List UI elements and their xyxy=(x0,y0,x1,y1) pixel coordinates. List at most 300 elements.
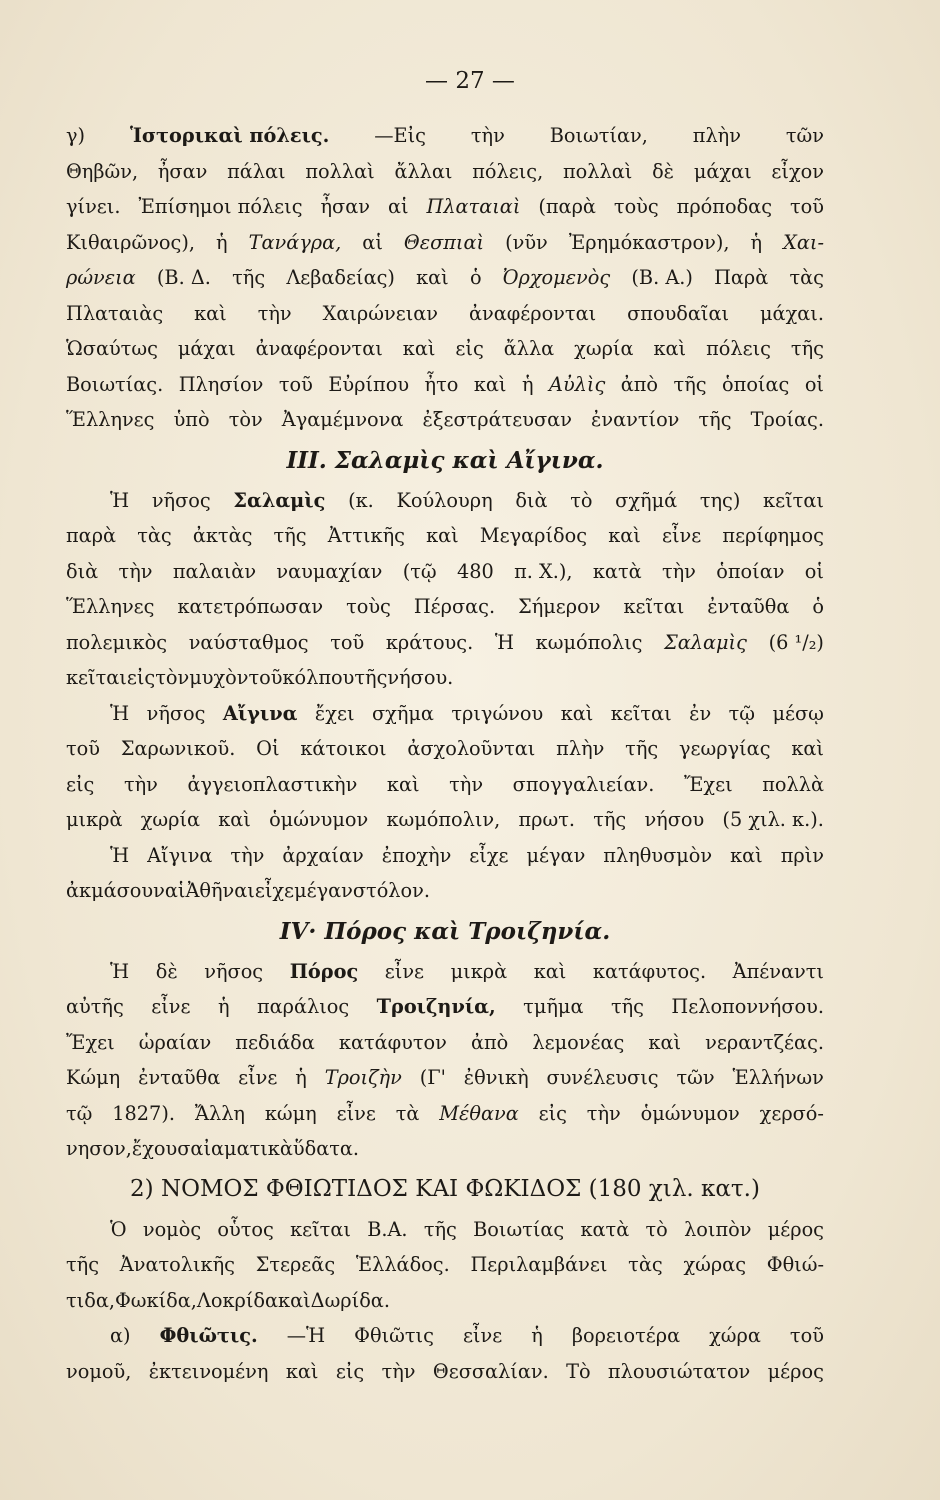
word: Πλαταιὰς xyxy=(66,301,164,325)
word: ἀναφέρονται xyxy=(468,301,597,325)
text-line xyxy=(66,483,824,519)
word: Ἐπίσημοι πόλεις xyxy=(138,195,303,218)
word: τὴν xyxy=(123,772,158,796)
word: ἐξεστράτευσαν xyxy=(422,408,572,431)
word: ἐναντίον xyxy=(591,408,680,431)
text-line xyxy=(66,802,824,838)
word: Κιθαιρῶνος), xyxy=(66,230,195,254)
word: τὸν xyxy=(155,666,190,689)
word: (νῦν xyxy=(505,230,548,254)
word: τὸ xyxy=(570,488,593,512)
word: τῆς xyxy=(66,1253,100,1276)
word: ὁ xyxy=(812,595,824,618)
word: βορειοτέρα xyxy=(571,1324,681,1347)
word: πλουσιώτατον xyxy=(607,1359,751,1383)
word: εἶχε xyxy=(469,843,509,867)
word: κώμη xyxy=(264,1101,317,1125)
word: Ἀνατολικῆς xyxy=(119,1253,235,1276)
word: αἱ xyxy=(164,879,186,902)
word: Ἔχει xyxy=(683,772,733,796)
word: ἐνταῦθα xyxy=(707,595,790,618)
text-line xyxy=(66,954,824,990)
word: τὴν xyxy=(449,772,484,796)
word: Κώμη xyxy=(66,1066,121,1089)
word: τὴν xyxy=(381,1359,416,1383)
word: (Β. Δ. xyxy=(156,266,211,289)
word: πολλαὶ xyxy=(305,159,375,183)
text-line xyxy=(66,1354,824,1390)
word: καὶ xyxy=(730,843,763,867)
word: καὶ xyxy=(278,1288,311,1312)
word: μέγαν xyxy=(294,879,353,902)
word: νῆσος xyxy=(204,959,264,983)
word: —Ἡ xyxy=(286,1324,326,1347)
word: παρὰ xyxy=(66,524,117,547)
word: ὡραίαν xyxy=(138,1030,212,1054)
word: δὲ xyxy=(652,159,675,183)
word: (6 ¹/₂) xyxy=(768,630,824,654)
word: ὁποίας xyxy=(722,372,790,396)
word: Ἡ xyxy=(110,488,130,512)
word: καὶ xyxy=(608,524,641,547)
word: τὸ xyxy=(645,1217,668,1241)
word: σπουδαῖαι xyxy=(627,301,730,325)
word: κεῖται xyxy=(610,701,672,725)
word: ναύσταθμος xyxy=(188,630,309,654)
word: Μεγαρίδος xyxy=(479,524,588,547)
word: Σήμερον xyxy=(518,595,601,618)
italic-placename: ρώνεια xyxy=(66,266,136,289)
word: εἶνε xyxy=(336,1101,376,1125)
word: μέγαν xyxy=(526,843,586,867)
word: νεραντζέας. xyxy=(705,1030,824,1054)
word: Λεβαδείας) xyxy=(286,266,395,289)
word: Ἀπέναντι xyxy=(732,959,824,983)
word: τὰς xyxy=(137,524,172,547)
word: Λοκρίδα xyxy=(196,1288,279,1312)
word: τῆς xyxy=(790,337,824,360)
word: αἱ xyxy=(362,230,383,254)
word: παλαιὰν xyxy=(172,559,257,583)
word: πόλεις xyxy=(706,337,771,360)
word: κεῖται xyxy=(290,1217,351,1241)
word: Ἡ xyxy=(494,630,515,654)
word: εἰς xyxy=(455,337,484,360)
text-line xyxy=(66,1060,824,1096)
word: ὑπὸ xyxy=(173,408,210,431)
word: καὶ xyxy=(648,1030,682,1054)
word: ἀκμάσουν xyxy=(66,879,165,902)
bold-term: Τροιζηνία, xyxy=(376,995,496,1018)
text-line xyxy=(66,660,824,696)
word: περίφημος xyxy=(722,524,824,547)
word: κεῖται xyxy=(763,488,824,512)
text-line xyxy=(66,554,824,590)
text-line xyxy=(66,1096,824,1132)
word: της) xyxy=(699,488,741,512)
word: Ἀττικῆς xyxy=(327,524,405,547)
word: τῶν xyxy=(676,1066,715,1089)
word: καὶ xyxy=(194,301,227,325)
text-line xyxy=(66,1247,824,1283)
word: Τροίας. xyxy=(750,408,824,431)
word: τῆς xyxy=(593,808,627,831)
word: κωμόπολις xyxy=(535,630,643,654)
word: εἶνε xyxy=(661,524,702,547)
word: ἐν xyxy=(689,701,712,725)
word: καὶ xyxy=(791,737,824,760)
word: ὁμώνυμον xyxy=(640,1101,740,1125)
word: Αἴγινα xyxy=(147,843,213,867)
word: πλὴν xyxy=(556,737,605,760)
word: τῷ xyxy=(66,1101,93,1125)
word: σχῆμά xyxy=(615,488,678,512)
word: κράτους. xyxy=(385,630,474,654)
text-line xyxy=(66,518,824,554)
word: τῆς xyxy=(354,666,388,689)
word: καὶ xyxy=(402,337,436,360)
word: Ἑλλήνων xyxy=(732,1066,824,1089)
word: Οἱ xyxy=(256,737,280,760)
word: ἰαματικὰ xyxy=(203,1137,293,1160)
word: τὴν xyxy=(470,124,505,147)
italic-placename: Πλαταιαὶ xyxy=(426,195,521,218)
text-line xyxy=(66,767,824,803)
word: κωμόπολιν, xyxy=(386,808,501,831)
word: καὶ xyxy=(285,1359,319,1383)
text-line xyxy=(66,260,824,296)
word: μάχαι xyxy=(693,159,752,183)
word: Θηβῶν, xyxy=(66,159,139,183)
word: Βοιωτίας. xyxy=(66,372,164,396)
italic-placename: Ὀρχομενὸς xyxy=(502,266,611,289)
word: Ἡ xyxy=(110,701,130,725)
word: τοῦ xyxy=(248,666,283,689)
word: ἄλλα xyxy=(503,337,555,360)
word: Βοιωτίας xyxy=(473,1217,565,1241)
word: μάχαι xyxy=(177,337,236,360)
word: τοῦ xyxy=(330,630,365,654)
word: τῶν xyxy=(785,124,824,147)
word: Τὸ xyxy=(566,1359,591,1383)
word: εἰς xyxy=(126,666,156,689)
word: οἱ xyxy=(804,372,824,396)
word: Δωρίδα. xyxy=(310,1288,390,1312)
word: ἐκτεινομένη xyxy=(148,1359,269,1383)
word: εἶνε xyxy=(462,1324,503,1347)
text-line xyxy=(66,1131,824,1167)
word: ἀπὸ xyxy=(620,372,659,396)
text-line xyxy=(66,1025,824,1061)
word: Κούλουρη xyxy=(396,488,493,512)
word: γίνει. xyxy=(66,195,121,218)
word: χερσό- xyxy=(759,1101,824,1125)
word: κατάφυτον xyxy=(338,1030,447,1054)
word: ἐθνικὴ xyxy=(463,1066,529,1089)
section-heading: III. Σαλαμὶς καὶ Αἴγινα. xyxy=(286,446,604,474)
text-line xyxy=(66,838,824,874)
word: καὶ xyxy=(426,524,459,547)
word: τοῦ xyxy=(789,1324,824,1347)
word: νῆσος xyxy=(146,701,206,725)
word: Ἕλληνες xyxy=(66,595,155,618)
text-line xyxy=(66,154,824,190)
word: πλὴν xyxy=(692,124,741,147)
word: ἡ xyxy=(531,1324,543,1347)
page-number: — 27 — xyxy=(425,68,515,94)
italic-placename: Μέθανα xyxy=(439,1101,519,1125)
word: τὸν xyxy=(228,408,263,431)
word: κατάφυτος. xyxy=(592,959,707,983)
word: χωρία xyxy=(574,337,634,360)
word: πρόποδας xyxy=(676,195,772,218)
word: καὶ xyxy=(560,701,594,725)
word: ἀσχολοῦνται xyxy=(407,737,536,760)
word: Β.Α. xyxy=(367,1217,408,1241)
word: παράλιος xyxy=(256,995,350,1018)
word: Ἄλλη xyxy=(194,1101,245,1125)
word: στόλον. xyxy=(352,879,430,902)
word: χωρία xyxy=(140,808,201,831)
word: τῷ xyxy=(728,701,756,725)
word: διὰ xyxy=(66,559,99,583)
word: πολεμικὸς xyxy=(66,630,168,654)
word: ἡ xyxy=(521,372,534,396)
word: πρωτ. xyxy=(518,808,576,831)
word: εἶνε xyxy=(151,995,191,1018)
word: —Εἰς xyxy=(374,124,426,147)
word: τοὺς xyxy=(613,195,659,218)
word: ἡ xyxy=(295,1066,307,1089)
bold-term: Φθιῶτις. xyxy=(159,1324,258,1347)
word: Ἀγαμέμνονα xyxy=(281,408,404,431)
word: τριγώνου xyxy=(451,701,544,725)
word: καὶ xyxy=(653,337,687,360)
word: γεωργίας xyxy=(679,737,771,760)
word: (5 χιλ. κ.). xyxy=(722,808,824,831)
word: ὁμώνυμον xyxy=(269,808,369,831)
word: τὴν xyxy=(230,843,265,867)
word: Ἡ xyxy=(110,843,130,867)
word: σχῆμα xyxy=(371,701,434,725)
word: ὁ xyxy=(469,266,482,289)
word: τοῦ xyxy=(66,737,100,760)
word: τὰς xyxy=(789,266,824,289)
word: μικρὰ xyxy=(450,959,508,983)
word: κεῖται xyxy=(66,666,127,689)
word: τὰς xyxy=(628,1253,663,1276)
word: Χαιρώνειαν xyxy=(322,301,439,325)
word: κόλπου xyxy=(282,666,355,689)
text-line xyxy=(66,225,824,261)
text-line xyxy=(66,731,824,767)
word: νῆσος xyxy=(151,488,211,512)
word: κατετρόπωσαν xyxy=(177,595,324,618)
bold-term: Ἱστορικαὶ πόλεις. xyxy=(129,124,330,147)
word: τῆς xyxy=(698,408,732,431)
bold-term: Αἴγινα xyxy=(222,701,298,725)
word: πόλεις, xyxy=(472,159,544,183)
word: Πέρσας. xyxy=(413,595,496,618)
word: ἔχει xyxy=(314,701,355,725)
text-line xyxy=(66,118,824,154)
word: Παρὰ xyxy=(714,266,769,289)
word: ὕδατα. xyxy=(292,1137,360,1160)
word: τὰ xyxy=(395,1101,420,1125)
word: Φθιῶτις xyxy=(354,1324,434,1347)
word: νησον, xyxy=(66,1137,132,1160)
word: μυχὸν xyxy=(189,666,249,689)
word: Ἕλληνες xyxy=(66,408,155,431)
word: τοῦ xyxy=(789,195,824,218)
word: ἀρχαίαν xyxy=(282,843,364,867)
italic-placename: Αὐλὶς xyxy=(549,372,606,396)
word: τῆς xyxy=(610,995,644,1018)
word: διὰ xyxy=(515,488,548,512)
word: Περιλαμβάνει xyxy=(470,1253,608,1276)
word: Ἑλλάδος. xyxy=(355,1253,450,1276)
word: συνέλευσις xyxy=(546,1066,659,1089)
word: 1827). xyxy=(112,1101,175,1125)
word: τοῦ xyxy=(278,372,313,396)
word: Ἔχει xyxy=(66,1030,115,1054)
word: κατὰ xyxy=(580,1217,630,1241)
word: Εὐρίπου xyxy=(328,372,410,396)
word: ὁποίαν xyxy=(716,559,785,583)
bold-term: Πόρος xyxy=(289,959,359,983)
word: εἰς xyxy=(66,772,95,796)
word: κατὰ xyxy=(592,559,642,583)
word: νομὸς xyxy=(142,1217,202,1241)
word: 480 xyxy=(456,559,494,583)
text-line xyxy=(66,625,824,661)
word: Στερεᾶς xyxy=(255,1253,336,1276)
word: (παρὰ xyxy=(538,195,596,218)
word: οὗτος xyxy=(217,1217,274,1241)
word: κεῖται xyxy=(623,595,685,618)
word: ἦσαν xyxy=(157,159,208,183)
word: πάλαι xyxy=(227,159,286,183)
word: ἀγγειοπλαστικὴν xyxy=(187,772,358,796)
word: μικρὰ xyxy=(66,808,123,831)
word: πρὶν xyxy=(780,843,824,867)
word: εἰς xyxy=(335,1359,365,1383)
text-line xyxy=(66,189,824,225)
word: αἱ xyxy=(387,195,409,218)
word: χώρα xyxy=(709,1324,761,1347)
italic-placename: Τανάγρα, xyxy=(248,230,342,254)
italic-placename: Τροιζὴν xyxy=(324,1066,402,1089)
word: τῆς xyxy=(423,1217,457,1241)
word: ἦτο xyxy=(424,372,459,396)
word: οἱ xyxy=(804,559,824,583)
word: α) xyxy=(110,1324,131,1347)
word: πολλὰ xyxy=(762,772,824,796)
page-text xyxy=(66,118,824,1389)
word: ἀπὸ xyxy=(470,1030,509,1054)
bold-term: Σαλαμὶς xyxy=(233,488,326,512)
word: Ὁ xyxy=(110,1217,127,1241)
word: (τῷ xyxy=(402,559,437,583)
word: λεμονέας xyxy=(532,1030,625,1054)
word: τὴν xyxy=(661,559,696,583)
italic-placename: Θεσπιαὶ xyxy=(403,230,485,254)
word: χώρας xyxy=(683,1253,746,1276)
text-line xyxy=(66,367,824,403)
text-line xyxy=(66,331,824,367)
word: ναυμαχίαν xyxy=(276,559,383,583)
word: ἀναφέρονται xyxy=(255,337,383,360)
word: μέρος xyxy=(767,1359,824,1383)
word: Ἡ xyxy=(110,959,130,983)
word: Φθιώ- xyxy=(766,1253,824,1276)
word: ἡ xyxy=(216,230,228,254)
word: πολλαὶ xyxy=(563,159,633,183)
word: ἦσαν xyxy=(320,195,370,218)
word: κάτοικοι xyxy=(300,737,387,760)
word: πεδιάδα xyxy=(235,1030,315,1054)
word: καὶ xyxy=(533,959,567,983)
word: νήσου. xyxy=(387,666,454,689)
word: τιδα, xyxy=(66,1288,115,1312)
word: καὶ xyxy=(416,266,449,289)
word: π. Χ.), xyxy=(514,559,573,583)
word: νήσου xyxy=(644,808,705,831)
word: ἐποχὴν xyxy=(381,843,452,867)
word: καὶ xyxy=(218,808,251,831)
word: Ἀθῆναι xyxy=(185,879,255,902)
word: εἰς xyxy=(538,1101,567,1125)
word: καὶ xyxy=(386,772,420,796)
word: ἔχουσα xyxy=(131,1137,204,1160)
word: λοιπὸν xyxy=(684,1217,752,1241)
italic-placename: Σαλαμὶς xyxy=(664,630,747,654)
word: τὴν xyxy=(118,559,153,583)
word: μέρος xyxy=(767,1217,824,1241)
text-line xyxy=(66,402,824,438)
word: μέσῳ xyxy=(772,701,824,725)
word: Φωκίδα, xyxy=(115,1288,197,1312)
word: ἐνταῦθα xyxy=(138,1066,221,1089)
word: ἄλλαι xyxy=(394,159,453,183)
nomos-heading: 2) ΝΟΜΟΣ ΦΘΙΩΤΙΔΟΣ ΚΑΙ ΦΩΚΙΔΟΣ (180 χιλ. κατ.) xyxy=(130,1175,760,1202)
text-line xyxy=(66,873,824,909)
word: τῆς xyxy=(273,524,307,547)
text-line xyxy=(66,296,824,332)
word: αὐτῆς xyxy=(66,995,124,1018)
text-line xyxy=(66,1318,824,1354)
word: γ) xyxy=(66,124,86,147)
word: τμῆμα xyxy=(523,995,584,1018)
text-line xyxy=(66,696,824,732)
text-line xyxy=(66,989,824,1025)
word: πληθυσμὸν xyxy=(603,843,713,867)
word: τῆς xyxy=(625,737,659,760)
word: Ὡσαύτως xyxy=(66,337,158,360)
word: εἶχε xyxy=(254,879,295,902)
word: τὴν xyxy=(257,301,292,325)
text-line xyxy=(66,589,824,625)
word: εἶχον xyxy=(771,159,824,183)
word: καὶ xyxy=(473,372,507,396)
word: (Γ' xyxy=(419,1066,446,1089)
word: ἀκτὰς xyxy=(192,524,253,547)
word: εἶνε xyxy=(238,1066,278,1089)
word: Πελοποννήσου. xyxy=(671,995,824,1018)
word: Ἐρημόκαστρον), xyxy=(568,230,730,254)
word: νομοῦ, xyxy=(66,1359,132,1383)
word: (Β. Α.) xyxy=(631,266,693,289)
